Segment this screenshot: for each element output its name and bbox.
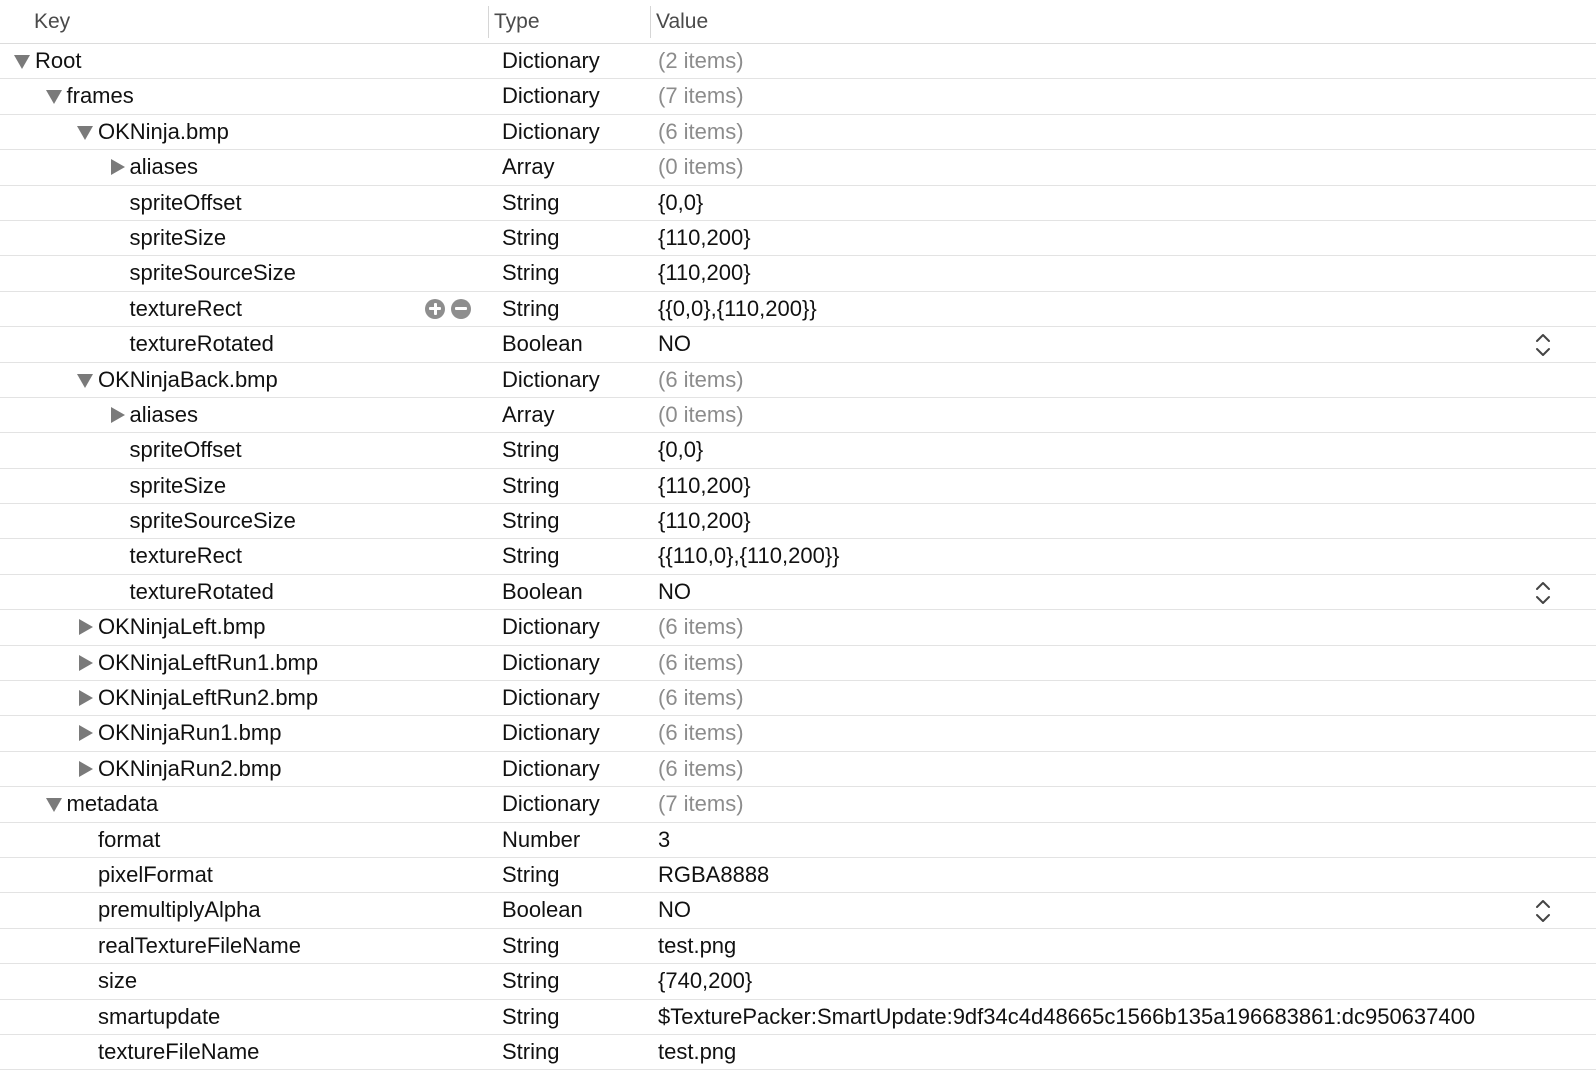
up-down-chevrons — [1534, 332, 1552, 358]
value-cell: (7 items) — [658, 791, 744, 817]
table-row[interactable] — [0, 646, 1596, 681]
table-row[interactable] — [0, 363, 1596, 398]
plus-bar — [434, 303, 437, 315]
value-cell: (6 items) — [658, 614, 744, 640]
boolean-stepper-icon[interactable] — [1534, 898, 1552, 924]
value-cell[interactable]: {{110,0},{110,200}} — [658, 543, 840, 569]
value-cell: (2 items) — [658, 48, 744, 73]
boolean-stepper-icon[interactable] — [1534, 580, 1552, 606]
table-row[interactable] — [0, 893, 1596, 928]
key-cell[interactable]: frames — [66, 83, 134, 109]
table-row[interactable] — [0, 221, 1596, 256]
key-column-header[interactable]: Key — [34, 10, 71, 33]
value-cell[interactable]: NO — [658, 578, 691, 604]
disclosure-triangle-right-icon[interactable] — [75, 646, 95, 680]
value-cell: (0 items) — [658, 401, 744, 427]
key-cell[interactable]: textureRotated — [129, 331, 274, 357]
key-cell[interactable]: Root — [35, 48, 82, 73]
type-cell[interactable]: Array — [502, 154, 555, 180]
property-list-rows — [0, 44, 1596, 1070]
type-cell[interactable]: Boolean — [502, 897, 583, 923]
triangle-down-icon — [77, 126, 93, 140]
type-cell[interactable]: Dictionary — [502, 685, 600, 711]
key-cell[interactable]: spriteSourceSize — [129, 508, 296, 534]
column-header — [0, 0, 1596, 44]
key-cell[interactable]: spriteOffset — [129, 189, 242, 215]
key-cell[interactable]: aliases — [129, 154, 198, 180]
key-cell[interactable]: OKNinja.bmp — [98, 118, 229, 144]
type-cell[interactable]: String — [502, 861, 560, 887]
boolean-stepper-icon[interactable] — [1534, 332, 1552, 358]
triangle-right-icon — [79, 619, 93, 635]
column-separator[interactable] — [488, 6, 489, 38]
table-row[interactable] — [0, 929, 1596, 964]
type-column-header[interactable]: Type — [494, 10, 540, 33]
disclosure-triangle-right-icon[interactable] — [75, 752, 95, 786]
minus-bar — [455, 307, 467, 310]
triangle-down-icon — [14, 55, 30, 69]
key-cell[interactable]: OKNinjaLeftRun1.bmp — [98, 649, 319, 675]
key-cell[interactable]: metadata — [66, 791, 159, 817]
key-cell[interactable]: smartupdate — [98, 1003, 221, 1029]
table-row[interactable] — [0, 150, 1596, 185]
add-item-plus-icon[interactable] — [425, 299, 445, 319]
value-cell[interactable]: {110,200} — [658, 260, 751, 286]
disclosure-triangle-right-icon[interactable] — [107, 150, 127, 184]
table-row[interactable] — [0, 115, 1596, 150]
disclosure-triangle-down-icon[interactable] — [75, 115, 95, 149]
type-cell[interactable]: String — [502, 260, 560, 286]
triangle-down-icon — [46, 90, 62, 104]
table-row[interactable] — [0, 575, 1596, 610]
triangle-right-icon — [79, 725, 93, 741]
key-cell[interactable]: OKNinjaBack.bmp — [98, 366, 278, 392]
disclosure-triangle-down-icon[interactable] — [75, 363, 95, 397]
table-row[interactable] — [0, 1000, 1596, 1035]
triangle-down-icon — [46, 798, 62, 812]
column-separator[interactable] — [650, 6, 651, 38]
type-cell[interactable]: String — [502, 1003, 560, 1029]
key-cell[interactable]: spriteOffset — [129, 437, 242, 463]
up-down-chevrons — [1534, 898, 1552, 924]
value-cell[interactable]: $TexturePacker:SmartUpdate:9df34c4d48665c1566b135a196683861:dc950637400 — [658, 1003, 1476, 1029]
value-cell[interactable]: {0,0} — [658, 437, 704, 463]
type-cell[interactable]: Number — [502, 826, 581, 852]
value-cell[interactable]: test.png — [658, 932, 737, 958]
value-cell[interactable]: {0,0} — [658, 189, 704, 215]
key-cell[interactable]: spriteSize — [129, 472, 227, 498]
key-cell[interactable]: pixelFormat — [98, 861, 213, 887]
table-row[interactable] — [0, 716, 1596, 751]
value-cell[interactable]: NO — [658, 331, 691, 357]
key-cell[interactable]: OKNinjaRun1.bmp — [98, 720, 282, 746]
type-cell[interactable]: Dictionary — [502, 755, 600, 781]
value-cell[interactable]: {110,200} — [658, 224, 751, 250]
type-cell[interactable]: String — [502, 932, 560, 958]
type-cell[interactable]: String — [502, 508, 560, 534]
type-cell[interactable]: Boolean — [502, 331, 583, 357]
disclosure-triangle-right-icon[interactable] — [75, 716, 95, 750]
type-cell[interactable]: String — [502, 1038, 560, 1064]
type-cell[interactable]: Array — [502, 401, 555, 427]
value-cell: (7 items) — [658, 83, 744, 109]
table-row[interactable] — [0, 1035, 1596, 1070]
table-row[interactable] — [0, 79, 1596, 114]
value-cell: (6 items) — [658, 366, 744, 392]
key-cell[interactable]: OKNinjaRun2.bmp — [98, 755, 282, 781]
value-cell[interactable]: NO — [658, 897, 691, 923]
table-row[interactable] — [0, 398, 1596, 433]
type-cell[interactable]: String — [502, 224, 560, 250]
table-row[interactable] — [0, 186, 1596, 221]
disclosure-triangle-down-icon[interactable] — [44, 79, 64, 113]
table-row[interactable] — [0, 539, 1596, 574]
type-cell[interactable]: String — [502, 543, 560, 569]
table-row[interactable] — [0, 752, 1596, 787]
key-cell[interactable]: realTextureFileName — [98, 932, 301, 958]
type-cell[interactable]: String — [502, 295, 560, 321]
type-cell[interactable]: Boolean — [502, 578, 583, 604]
table-row[interactable] — [0, 787, 1596, 822]
type-cell[interactable]: String — [502, 968, 560, 994]
triangle-right-icon — [111, 159, 125, 175]
key-cell[interactable]: OKNinjaLeft.bmp — [98, 614, 266, 640]
key-cell[interactable]: aliases — [129, 401, 198, 427]
type-cell[interactable]: Dictionary — [502, 649, 600, 675]
type-cell[interactable]: Dictionary — [502, 614, 600, 640]
type-cell[interactable]: Dictionary — [502, 48, 600, 73]
key-cell[interactable]: textureFileName — [98, 1038, 260, 1064]
triangle-down-icon — [77, 374, 93, 388]
disclosure-triangle-right-icon[interactable] — [75, 610, 95, 644]
triangle-right-icon — [111, 407, 125, 423]
type-cell[interactable]: Dictionary — [502, 366, 600, 392]
value-cell[interactable]: RGBA8888 — [658, 861, 770, 887]
value-cell: (6 items) — [658, 755, 744, 781]
key-cell[interactable]: OKNinjaLeftRun2.bmp — [98, 685, 319, 711]
table-row[interactable] — [0, 256, 1596, 291]
key-cell[interactable]: size — [98, 968, 138, 994]
table-row[interactable] — [0, 433, 1596, 468]
type-cell[interactable]: Dictionary — [502, 118, 600, 144]
type-cell[interactable]: String — [502, 472, 560, 498]
key-cell[interactable]: spriteSize — [129, 224, 227, 250]
type-cell[interactable]: Dictionary — [502, 720, 600, 746]
value-cell[interactable]: {110,200} — [658, 472, 751, 498]
table-row[interactable] — [0, 823, 1596, 858]
remove-item-minus-icon[interactable] — [451, 299, 471, 319]
table-row[interactable] — [0, 469, 1596, 504]
key-cell[interactable]: format — [98, 826, 161, 852]
type-cell[interactable]: Dictionary — [502, 83, 600, 109]
value-cell[interactable]: 3 — [658, 826, 671, 852]
table-row[interactable] — [0, 610, 1596, 645]
value-cell[interactable]: {110,200} — [658, 508, 751, 534]
key-cell[interactable]: spriteSourceSize — [129, 260, 296, 286]
key-cell[interactable]: premultiplyAlpha — [98, 897, 261, 923]
value-cell[interactable]: {{0,0},{110,200}} — [658, 295, 817, 321]
key-cell[interactable]: textureRotated — [129, 578, 274, 604]
type-cell[interactable]: Dictionary — [502, 791, 600, 817]
disclosure-triangle-right-icon[interactable] — [107, 398, 127, 432]
value-cell: (6 items) — [658, 685, 744, 711]
table-row[interactable] — [0, 681, 1596, 716]
value-cell[interactable]: {740,200} — [658, 968, 753, 994]
value-column-header[interactable]: Value — [656, 10, 709, 33]
up-down-chevrons — [1534, 580, 1552, 606]
triangle-right-icon — [79, 690, 93, 706]
value-cell: (6 items) — [658, 649, 744, 675]
type-cell[interactable]: String — [502, 189, 560, 215]
add-remove-controls — [425, 299, 477, 319]
disclosure-triangle-right-icon[interactable] — [75, 681, 95, 715]
table-row[interactable] — [0, 858, 1596, 893]
value-cell: (6 items) — [658, 118, 744, 144]
value-cell[interactable]: test.png — [658, 1038, 737, 1064]
table-row[interactable] — [0, 964, 1596, 999]
key-cell[interactable]: textureRect — [129, 543, 242, 569]
triangle-right-icon — [79, 655, 93, 671]
key-cell[interactable]: textureRect — [129, 295, 242, 321]
disclosure-triangle-down-icon[interactable] — [44, 787, 64, 821]
type-cell[interactable]: String — [502, 437, 560, 463]
table-row[interactable] — [0, 44, 1596, 79]
triangle-right-icon — [79, 761, 93, 777]
value-cell: (0 items) — [658, 154, 744, 180]
disclosure-triangle-down-icon[interactable] — [12, 44, 32, 78]
table-row[interactable] — [0, 504, 1596, 539]
table-row[interactable] — [0, 292, 1596, 327]
table-row[interactable] — [0, 327, 1596, 362]
value-cell: (6 items) — [658, 720, 744, 746]
